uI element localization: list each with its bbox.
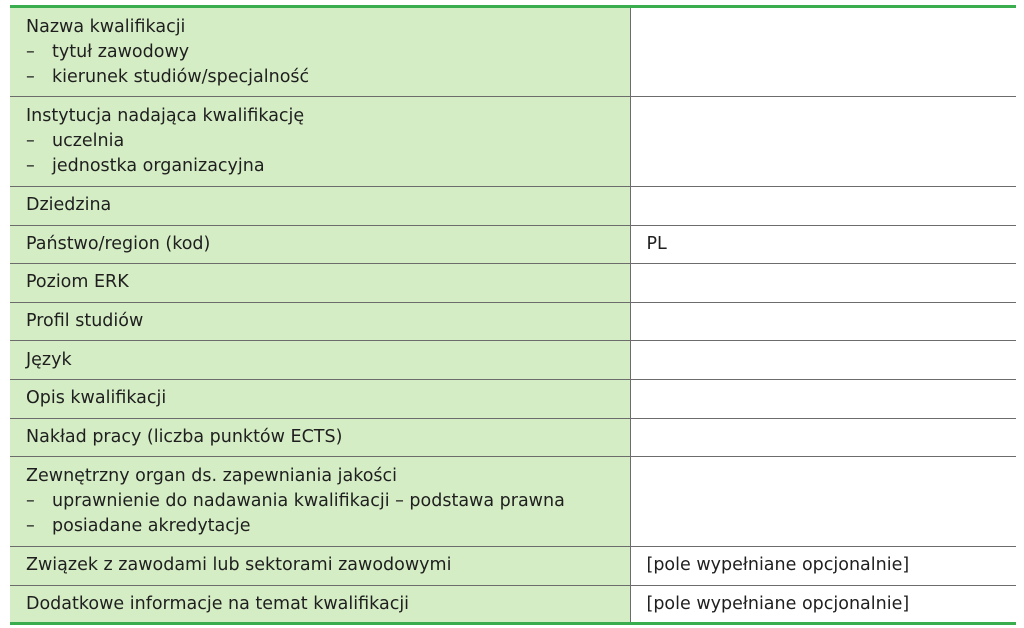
sub-item [26,129,630,154]
row-label: Język [10,341,630,380]
row-value-cell [630,418,1016,457]
sub-item-label: posiadane akredytacje [52,516,251,537]
row-label: Nazwa kwalifikacji [26,16,186,37]
row-value-cell [630,264,1016,303]
row-occupations [10,547,1016,586]
sub-item [26,514,630,539]
sub-item-label: kierunek studiów/specjalność [52,66,310,87]
row-study-profile [10,302,1016,341]
sub-item-label: jednostka organizacyjna [52,156,265,176]
row-label-cell [10,457,630,547]
sub-item [26,154,630,179]
qualification-table [10,5,1016,625]
dash-bullet: – [26,156,35,176]
row-label-cell [10,7,630,97]
row-value-cell [630,7,1016,97]
row-description [10,379,1016,418]
row-label: Zewnętrzny organ ds. zapewniania jakości [26,466,398,487]
row-value-cell [630,97,1016,187]
row-label: Dziedzina [10,187,630,226]
row-label-cell [10,97,630,187]
row-erk-level [10,264,1016,303]
row-label: Nakład pracy (liczba punktów ECTS) [10,418,630,457]
row-label: Państwo/region (kod) [10,225,630,264]
dash-bullet: – [26,491,35,512]
sub-item [26,489,630,514]
row-qualification-name [10,7,1016,97]
row-value-cell [630,379,1016,418]
row-language [10,341,1016,380]
dash-bullet: – [26,516,35,537]
sub-item [26,40,630,65]
dash-bullet: – [26,131,35,151]
row-value-cell: PL [630,225,1016,264]
row-awarding-institution [10,97,1016,187]
row-label: Profil studiów [10,302,630,341]
row-additional-info [10,585,1016,624]
row-label: Dodatkowe informacje na temat kwalifikacji [10,585,630,624]
sub-item-label: tytuł zawodowy [52,41,190,62]
row-value-cell [630,341,1016,380]
row-label: Związek z zawodami lub sektorami zawodowymi [10,547,630,586]
row-label: Opis kwalifikacji [10,379,630,418]
row-value-cell [630,187,1016,226]
row-quality-body [10,457,1016,547]
dash-bullet: – [26,66,35,87]
row-value-cell [630,302,1016,341]
row-workload [10,418,1016,457]
dash-bullet: – [26,41,35,62]
row-country [10,225,1016,264]
row-field [10,187,1016,226]
sub-item-label: uczelnia [52,131,125,151]
row-label: Instytucja nadająca kwalifikację [26,106,305,126]
row-value-cell [630,457,1016,547]
row-label: Poziom ERK [10,264,630,303]
row-value-cell: [pole wypełniane opcjonalnie] [630,585,1016,624]
sub-item-label: uprawnienie do nadawania kwalifikacji – podstawa prawna [52,491,565,512]
row-value-cell: [pole wypełniane opcjonalnie] [630,547,1016,586]
sub-item [26,65,630,90]
